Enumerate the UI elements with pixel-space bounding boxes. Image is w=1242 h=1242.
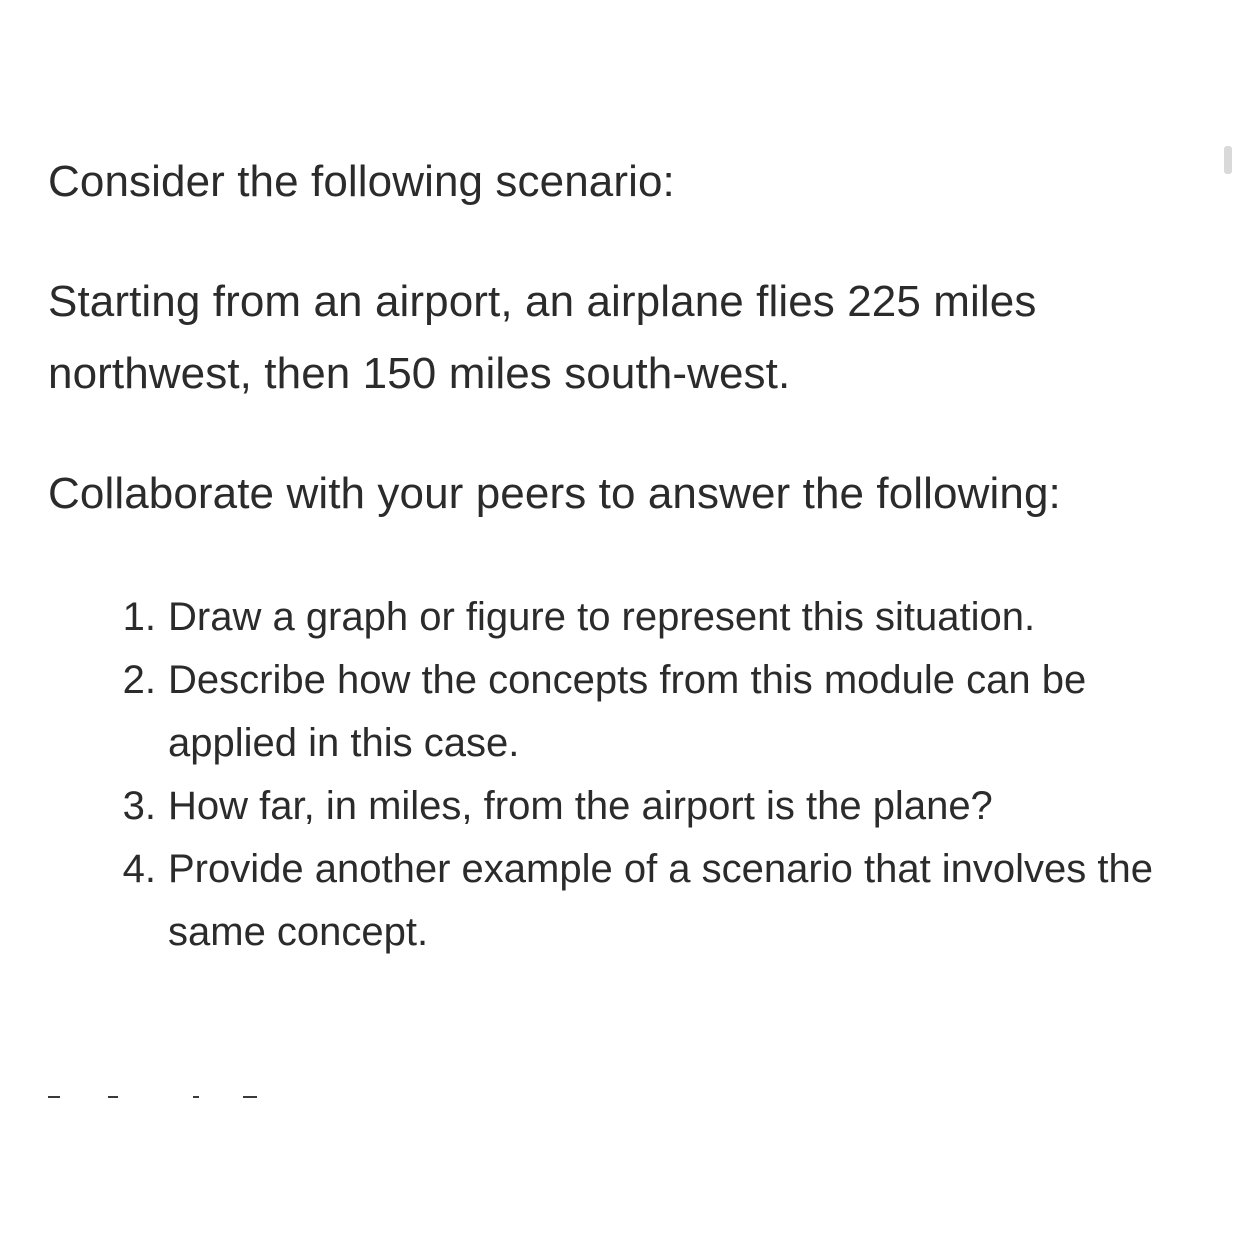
text-fragment-mark: [243, 1096, 257, 1098]
list-item: [48, 838, 1198, 964]
task-text: Provide another example of a scenario that involves the same concept.: [168, 847, 1154, 954]
task-text: How far, in miles, from the airport is the plane?: [168, 784, 993, 828]
scenario-text: Starting from an airport, an airplane flies 225 miles northwest, then 150 miles south-west.: [48, 277, 1037, 398]
assignment-content: [48, 146, 1198, 964]
clipped-text-fragment: [48, 1090, 218, 1098]
task-number: 4.: [122, 847, 156, 891]
list-item: [48, 586, 1198, 649]
text-fragment-mark: [48, 1096, 60, 1098]
list-item: [48, 775, 1198, 838]
scrollbar-thumb[interactable]: [1224, 146, 1232, 174]
prompt-text: Collaborate with your peers to answer the following:: [48, 469, 1061, 518]
task-number: 3.: [122, 784, 156, 828]
list-item: [48, 649, 1198, 775]
task-text: Describe how the concepts from this module can be applied in this case.: [168, 658, 1087, 765]
intro-text: Consider the following scenario:: [48, 157, 675, 206]
task-text: Draw a graph or figure to represent this situation.: [168, 595, 1036, 639]
task-list: [48, 586, 1198, 964]
task-number: 1.: [122, 595, 156, 639]
text-fragment-mark: [193, 1096, 199, 1098]
task-number: 2.: [122, 658, 156, 702]
text-fragment-mark: [108, 1096, 118, 1098]
